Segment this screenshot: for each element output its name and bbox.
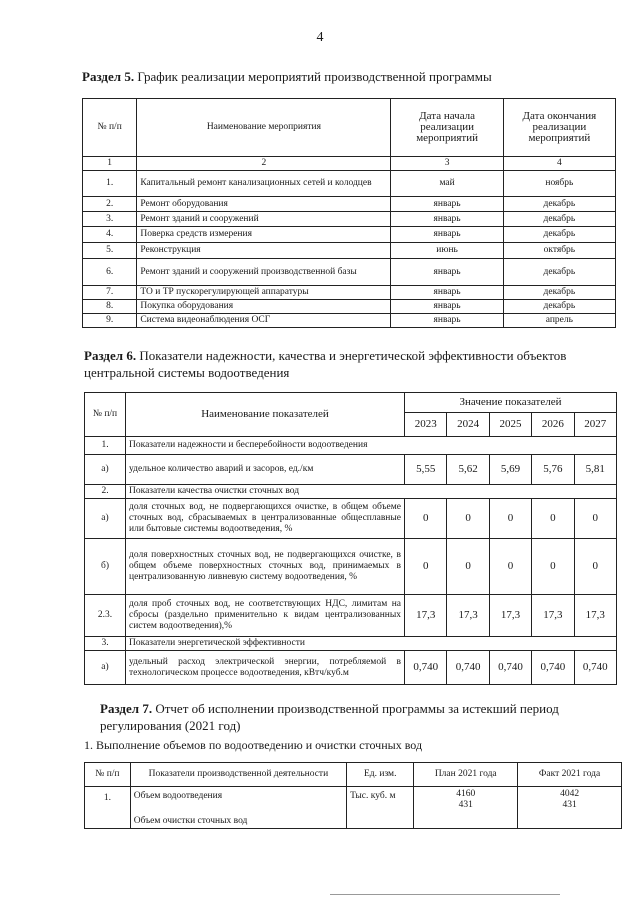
bottom-rule [330, 894, 560, 895]
section7-table [84, 762, 622, 829]
row-end: декабрь [503, 197, 615, 212]
row-end: апрель [503, 314, 615, 328]
row-end: декабрь [503, 300, 615, 314]
section7-label: Раздел 7. [100, 701, 153, 716]
row-name [130, 787, 346, 829]
table-row [83, 227, 616, 243]
row-name: Капитальный ремонт канализационных сетей и колодцев [137, 171, 391, 197]
value-cell: 0,740 [532, 651, 574, 685]
row-num: 3. [85, 637, 126, 651]
row-name: ТО и ТР пускорегулирующей аппаратуры [137, 286, 391, 300]
fact-value-2: 431 [562, 800, 577, 810]
col-num: № п/п [85, 393, 126, 437]
col-values: Значение показателей [405, 393, 617, 413]
row-num: 8. [83, 300, 137, 314]
row-num: 9. [83, 314, 137, 328]
value-cell: 0,740 [405, 651, 447, 685]
value-cell: 5,76 [532, 455, 574, 485]
section6-label: Раздел 6. [84, 348, 137, 363]
value-cell: 17,3 [532, 595, 574, 637]
row-num: 5. [83, 243, 137, 259]
row-name: Ремонт зданий и сооружений [137, 212, 391, 227]
value-cell: 0 [405, 499, 447, 539]
table-row [83, 197, 616, 212]
row-unit: Тыс. куб. м [347, 787, 414, 829]
row-name: Система видеонаблюдения ОСГ [137, 314, 391, 328]
row-name: удельный расход электрической энергии, потребляемой в технологическом процессе водоотведения, кВтч/куб.м [126, 651, 405, 685]
section7-subtitle: 1. Выполнение объемов по водоотведению и очистки сточных вод [84, 738, 423, 752]
table-row [85, 499, 617, 539]
row-end: декабрь [503, 286, 615, 300]
table-row [83, 286, 616, 300]
table-row [83, 259, 616, 286]
value-cell: 0 [574, 539, 616, 595]
row-num: 2. [83, 197, 137, 212]
value-cell: 5,69 [489, 455, 531, 485]
row-start: май [391, 171, 503, 197]
row-num: 1. [83, 171, 137, 197]
row-name: доля поверхностных сточных вод, не подвергающихся очистке, в общем объеме поверхностных сточных вод, принимаемых в централизованную ливневую систему водоотведения, % [126, 539, 405, 595]
row-num: а) [85, 455, 126, 485]
value-cell: 5,81 [574, 455, 616, 485]
row-start: июнь [391, 243, 503, 259]
year-2024: 2024 [447, 413, 489, 437]
section5-table [82, 98, 616, 328]
row-name: доля сточных вод, не подвергающихся очистке, в общем объеме сточных вод, сбрасываемых в централизованные общесплавные или бытовые системы водоотведения, % [126, 499, 405, 539]
value-cell: 0 [532, 499, 574, 539]
value-cell: 0 [447, 539, 489, 595]
row-start: январь [391, 286, 503, 300]
year-2023: 2023 [405, 413, 447, 437]
col-num: № п/п [83, 99, 137, 157]
value-cell: 5,55 [405, 455, 447, 485]
value-cell: 0 [405, 539, 447, 595]
row-fact [518, 787, 622, 829]
index-row [83, 157, 616, 171]
row-num: а) [85, 651, 126, 685]
table-row [85, 651, 617, 685]
value-cell: 5,62 [447, 455, 489, 485]
row-num: 1. [85, 437, 126, 455]
year-2027: 2027 [574, 413, 616, 437]
col-name: Наименование мероприятия [137, 99, 391, 157]
index-cell: 2 [137, 157, 391, 171]
row-name: удельное количество аварий и засоров, ед./км [126, 455, 405, 485]
table-row [83, 300, 616, 314]
table-row [85, 539, 617, 595]
value-cell: 0 [574, 499, 616, 539]
value-cell: 17,3 [489, 595, 531, 637]
year-2026: 2026 [532, 413, 574, 437]
row-name: Реконструкция [137, 243, 391, 259]
row-name-line1: Объем водоотведения [133, 791, 223, 801]
value-cell: 17,3 [405, 595, 447, 637]
row-num: 4. [83, 227, 137, 243]
row-name: доля проб сточных вод, не соответствующих НДС, лимитам на сбросы (раздельно применительно к видам централизованных систем водоотведения),% [126, 595, 405, 637]
row-start: январь [391, 314, 503, 328]
value-cell: 17,3 [574, 595, 616, 637]
index-cell: 3 [391, 157, 503, 171]
row-end: декабрь [503, 259, 615, 286]
col-end: Дата окончания реализации мероприятий [503, 99, 615, 157]
row-start: январь [391, 197, 503, 212]
row-end: октябрь [503, 243, 615, 259]
row-num: 1. [85, 787, 131, 829]
table-row [83, 171, 616, 197]
year-2025: 2025 [489, 413, 531, 437]
section5-title: График реализации мероприятий производственной программы [137, 69, 492, 84]
value-cell: 0 [532, 539, 574, 595]
row-name: Ремонт оборудования [137, 197, 391, 212]
table-row [85, 455, 617, 485]
section6-title: Показатели надежности, качества и энергетической эффективности объектов центральной системы водоотведения [84, 348, 567, 380]
value-cell: 0 [489, 499, 531, 539]
index-cell: 4 [503, 157, 615, 171]
row-name-line2: Объем очистки сточных вод [133, 816, 248, 826]
value-cell: 0,740 [447, 651, 489, 685]
table-row [83, 243, 616, 259]
row-name: Поверка средств измерения [137, 227, 391, 243]
row-name: Ремонт зданий и сооружений производственной базы [137, 259, 391, 286]
value-cell: 17,3 [447, 595, 489, 637]
row-start: январь [391, 300, 503, 314]
section6-table [84, 392, 617, 685]
value-cell: 0,740 [574, 651, 616, 685]
group-row [85, 437, 617, 455]
row-plan [414, 787, 518, 829]
row-start: январь [391, 259, 503, 286]
col-start: Дата начала реализации мероприятий [391, 99, 503, 157]
row-num: 2.3. [85, 595, 126, 637]
row-start: январь [391, 227, 503, 243]
row-num: б) [85, 539, 126, 595]
col-plan: План 2021 года [414, 763, 518, 787]
table-row [83, 212, 616, 227]
section5-label: Раздел 5. [82, 69, 135, 84]
value-cell: 0,740 [489, 651, 531, 685]
fact-value-1: 4042 [560, 789, 580, 799]
section7-heading [100, 700, 610, 734]
group-name: Показатели качества очистки сточных вод [126, 485, 617, 499]
col-unit: Ед. изм. [347, 763, 414, 787]
section5-heading [82, 68, 492, 85]
plan-value-2: 431 [458, 800, 473, 810]
table-row [85, 787, 622, 829]
col-num: № п/п [85, 763, 131, 787]
row-num: а) [85, 499, 126, 539]
row-num: 3. [83, 212, 137, 227]
value-cell: 0 [489, 539, 531, 595]
col-name: Показатели производственной деятельности [130, 763, 346, 787]
group-name: Показатели надежности и бесперебойности водоотведения [126, 437, 617, 455]
col-name: Наименование показателей [126, 393, 405, 437]
row-name: Покупка оборудования [137, 300, 391, 314]
row-end: декабрь [503, 212, 615, 227]
group-row [85, 485, 617, 499]
section6-heading [84, 347, 614, 381]
row-end: ноябрь [503, 171, 615, 197]
row-num: 6. [83, 259, 137, 286]
row-num: 2. [85, 485, 126, 499]
row-end: декабрь [503, 227, 615, 243]
row-num: 7. [83, 286, 137, 300]
table-row [83, 314, 616, 328]
group-row [85, 637, 617, 651]
group-name: Показатели энергетической эффективности [126, 637, 617, 651]
plan-value-1: 4160 [456, 789, 476, 799]
col-fact: Факт 2021 года [518, 763, 622, 787]
index-cell: 1 [83, 157, 137, 171]
table-row [85, 595, 617, 637]
value-cell: 0 [447, 499, 489, 539]
page-number: 4 [316, 30, 324, 45]
row-start: январь [391, 212, 503, 227]
section7-title: Отчет об исполнении производственной программы за истекший период регулирования (2021 год) [100, 701, 559, 733]
